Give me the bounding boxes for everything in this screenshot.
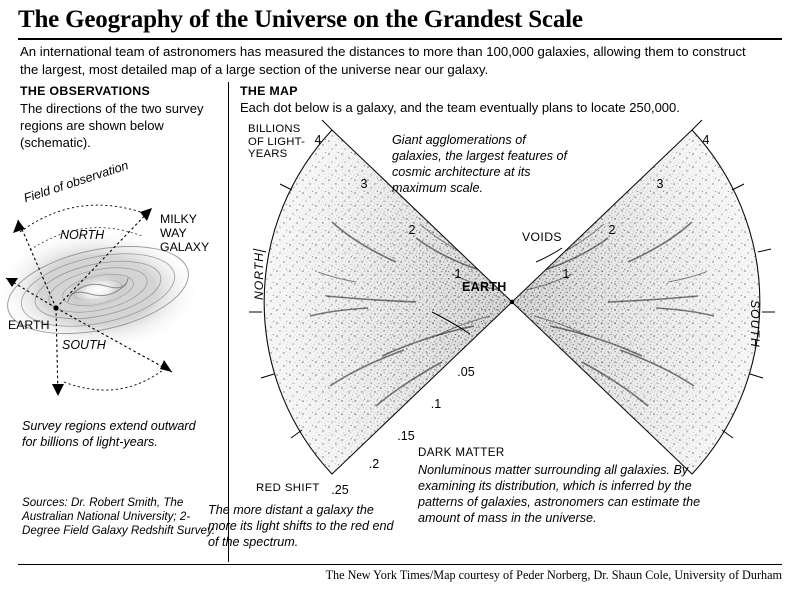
redshift-note: The more distant a galaxy the more its light shifts to the red end of the spectrum. [208,503,394,549]
schematic-earth-label: EARTH [8,318,50,332]
map-tick-south-1: 1 [562,267,570,281]
map-tick-north-3: 3 [360,177,368,191]
schematic-south-label: SOUTH [62,338,106,352]
field-of-observation-label: Field of observation [22,158,131,206]
credit-line: The New York Times/Map courtesy of Peder Norberg, Dr. Shaun Cole, University of Durham [325,568,782,582]
map-tick-south-2: 2 [608,223,616,237]
header-divider [18,38,782,40]
milky-way-galaxy-label [160,212,209,254]
milky-way-line-2: WAY [160,226,187,240]
observations-section-title: THE OBSERVATIONS [20,84,151,98]
milky-way-line-3: GALAXY [160,240,210,254]
map-tick-north-2: 2 [408,223,416,237]
map-tick-redshift-25: .25 [331,483,349,497]
axis-unit-line-3: YEARS [248,148,288,160]
map-tick-redshift-1: .1 [430,397,442,411]
deck-text: An international team of astronomers has measured the distances to more than 100,000 galaxies, allowing them to construct the largest, most detailed map of a large section of the universe near our galaxy. [20,44,746,77]
axis-unit-line-2: OF LIGHT- [248,135,306,148]
map-south-label: SOUTH [748,300,762,348]
map-section-title: THE MAP [240,84,298,98]
column-divider [228,82,229,562]
dark-matter-label: DARK MATTER [418,446,505,459]
map-north-label: NORTH [252,251,266,300]
map-tick-south-4: 4 [702,133,710,147]
map-tick-redshift-05: .05 [457,365,475,379]
map-tick-redshift-15: .15 [397,429,415,443]
dark-matter-note: Nonluminous matter surrounding all galaxies. By examining its distribution, which is inferred by the patterns of galaxies, astronomers can estimate the amount of mass in the universe. [418,463,701,525]
observations-intro-text: The directions of the two survey regions are shown below (schematic). [20,101,204,150]
redshift-axis-label: RED SHIFT [256,482,320,494]
survey-regions-note: Survey regions extend outward for billions of light-years. [22,419,196,449]
axis-unit-line-1: BILLIONS [248,123,301,135]
giant-agglomerations-note: Giant agglomerations of galaxies, the largest features of cosmic architecture at its maximum scale. [392,133,568,195]
map-earth-label: EARTH [462,280,507,294]
map-caption: Each dot below is a galaxy, and the team eventually plans to locate 250,000. [240,100,680,115]
map-tick-north-4: 4 [314,133,322,147]
map-tick-north-1: 1 [454,267,462,281]
milky-way-line-1: MILKY [160,212,197,226]
map-tick-redshift-2: .2 [368,457,380,471]
sources-note: Sources: Dr. Robert Smith, The Australian National University; 2-Degree Field Galaxy Redshift Survey. [22,496,216,537]
page-title: The Geography of the Universe on the Grandest Scale [18,6,583,33]
map-tick-south-3: 3 [656,177,664,191]
footer-divider [18,564,782,565]
schematic-north-label: NORTH [60,228,105,242]
voids-label: VOIDS [522,230,562,244]
